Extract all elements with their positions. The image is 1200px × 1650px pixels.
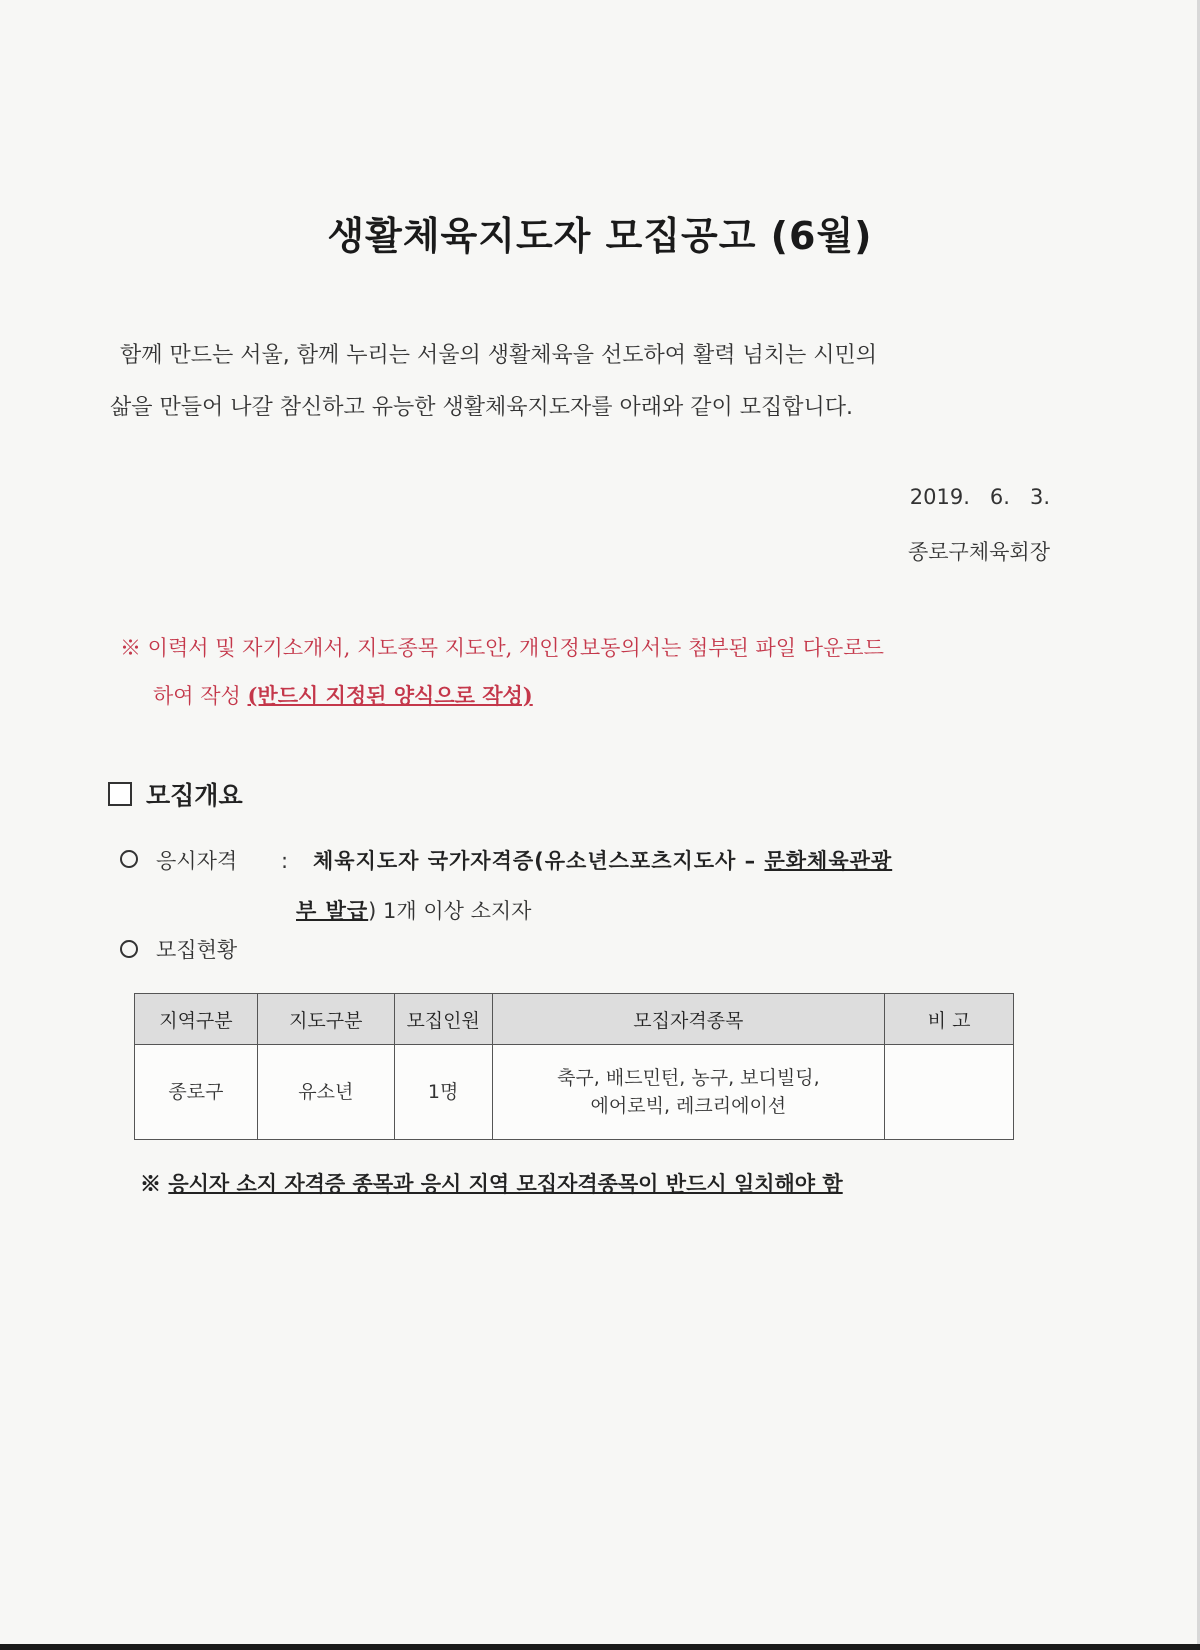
notice-emphasis: (반드시 지정된 양식으로 작성) [247,683,533,708]
header-count: 모집인원 [394,994,492,1045]
issuer-name: 종로구체육회장 [907,540,1050,564]
cell-count: 1명 [394,1045,492,1140]
scan-bottom-border [0,1644,1200,1650]
footnote [140,1168,843,1198]
qualification-text [313,836,892,886]
cell-note [885,1045,1014,1140]
notice-prefix: 하여 작성 [153,684,248,708]
recruitment-table [134,993,1014,1140]
status-item [120,934,237,964]
qualification-underline-2: 부 발급 [296,899,369,923]
page-title: 생활체육지도자 모집공고 (6월) [327,214,873,258]
notice-line-2 [120,672,1050,720]
cell-type: 유소년 [257,1045,394,1140]
section-heading [108,776,243,812]
circle-bullet-icon [120,850,138,868]
circle-bullet-icon [120,940,138,958]
qualification-rest: ) 1개 이상 소지자 [368,899,532,923]
table-header-row [135,994,1014,1045]
header-note: 비 고 [885,994,1014,1045]
qualification-item [120,836,1050,936]
qualification-colon: : [281,849,289,873]
intro-line-2: 삶을 만들어 나갈 참신하고 유능한 생활체육지도자를 아래와 같이 모집합니다. [110,395,854,420]
square-bullet-icon [108,782,132,806]
qualification-underline-1: 문화체육관광 [764,849,893,873]
section-heading-text: 모집개요 [146,781,243,810]
attachment-notice [120,624,1050,720]
status-label: 모집현황 [156,938,238,962]
notice-line-1: ※ 이력서 및 자기소개서, 지도종목 지도안, 개인정보동의서는 첨부된 파일 다운로드 [120,636,884,660]
header-type: 지도구분 [257,994,394,1045]
announcement-date: 2019. 6. 3. [909,485,1050,509]
footnote-mark: ※ [140,1171,169,1196]
header-sports: 모집자격종목 [492,994,885,1045]
table-row [135,1045,1014,1140]
cell-region: 종로구 [135,1045,258,1140]
cell-sports-line-2: 에어로빅, 레크리에이션 [590,1095,787,1117]
header-region: 지역구분 [135,994,258,1045]
qualification-label: 응시자격 [156,849,238,873]
cell-sports [492,1045,885,1140]
intro-paragraph [110,330,1050,434]
qualification-bold: 체육지도자 국가자격증(유소년스포츠지도사 – [313,849,765,873]
footnote-text: 응시자 소지 자격증 종목과 응시 지역 모집자격종목이 반드시 일치해야 함 [168,1171,843,1196]
cell-sports-line-1: 축구, 배드민턴, 농구, 보디빌딩, [557,1067,820,1089]
intro-line-1: 함께 만드는 서울, 함께 누리는 서울의 생활체육을 선도하여 활력 넘치는 시민의 [120,343,877,368]
